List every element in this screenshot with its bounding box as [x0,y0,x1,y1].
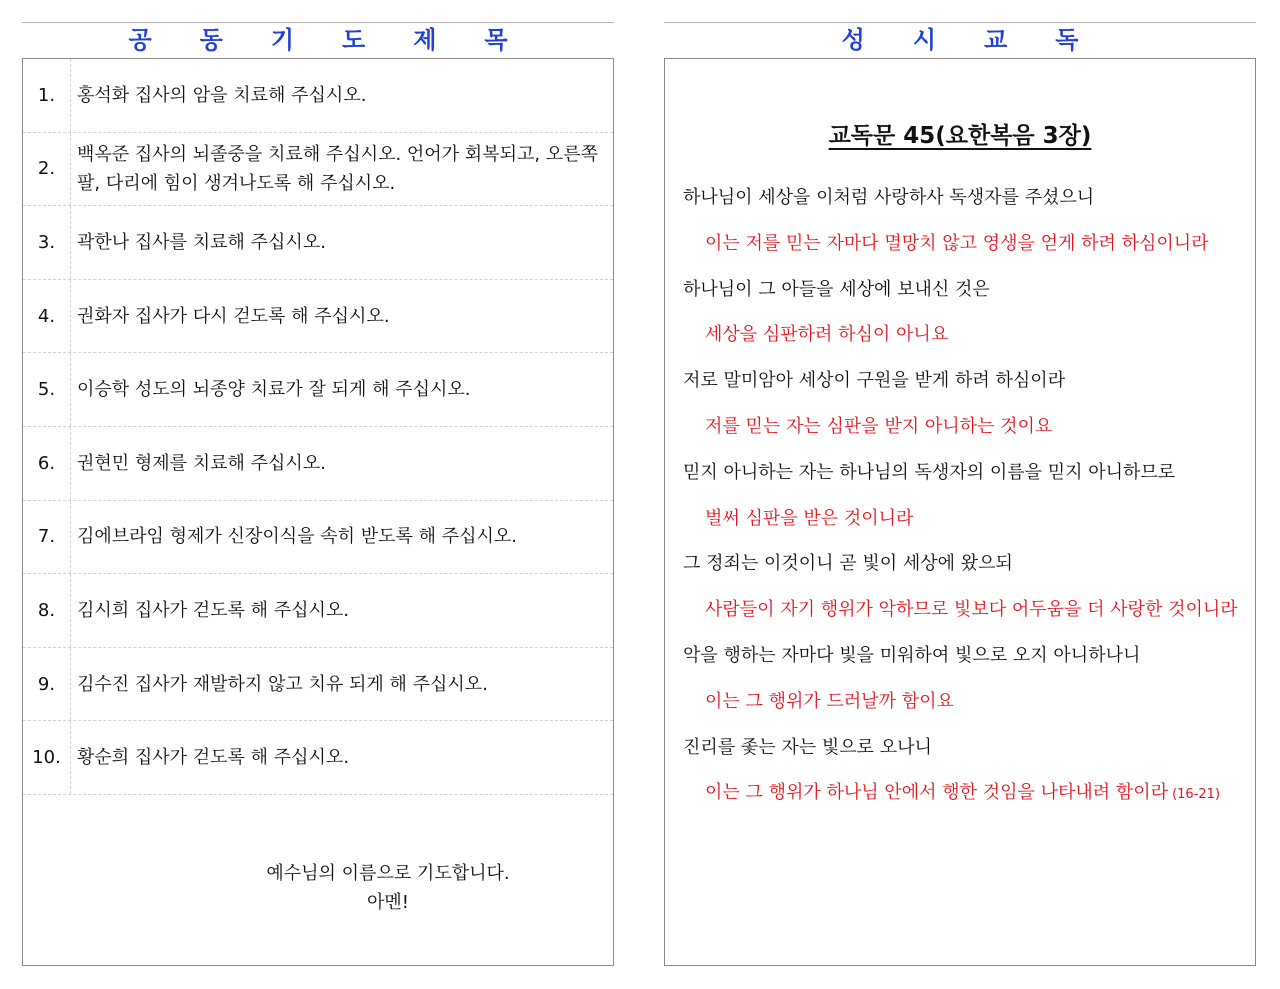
heading-char: 목 [484,26,508,54]
reading-box [664,58,1256,966]
people-verse: 이는 저를 믿는 자마다 멸망치 않고 영생을 얻게 하려 하심이니라 [705,232,1209,254]
verse-list [683,175,1247,818]
amen-line: 아멘! [367,892,409,913]
prayer-item-number: 4. [23,280,71,353]
prayer-item-text: 권현민 형제를 치료해 주십시오. [77,452,326,474]
prayer-item [23,648,613,722]
top-rule [22,22,614,23]
prayer-item-text: 홍석화 집사의 암을 치료해 주십시오. [77,84,367,106]
leader-verse: 악을 행하는 자마다 빛을 미워하여 빛으로 오지 아니하나니 [683,644,1141,666]
heading-char: 공 [128,26,152,54]
prayer-item [23,133,613,207]
prayer-item [23,574,613,648]
top-rule [664,22,1256,23]
heading-char: 도 [342,26,366,54]
leader-verse: 하나님이 그 아들을 세상에 보내신 것은 [683,278,990,300]
heading-char: 기 [270,26,294,54]
prayer-item-number: 5. [23,353,71,426]
leader-verse: 그 정죄는 이것이니 곧 빛이 세상에 왔으되 [683,553,1013,575]
prayer-item-text: 백옥준 집사의 뇌졸중을 치료해 주십시오. 언어가 회복되고, 오른쪽 팔, 다리에 힘이 생겨나도록 해 주십시오. [77,143,598,194]
prayer-item-number: 8. [23,574,71,647]
heading-char: 교 [984,26,1008,54]
prayer-closing [223,859,553,917]
prayer-item-number: 1. [23,59,71,132]
prayer-item [23,721,613,795]
people-verse-final [683,770,1247,818]
prayer-item [23,206,613,280]
prayer-item-number: 6. [23,427,71,500]
heading-char: 독 [1055,26,1079,54]
prayer-item-text: 김시희 집사가 걷도록 해 주십시오. [77,599,350,621]
leader-verse: 하나님이 세상을 이처럼 사랑하사 독생자를 주셨으니 [683,187,1095,208]
prayer-item [23,280,613,354]
people-verse-text: 이는 그 행위가 하나님 안에서 행한 것임을 나타내려 함이라 [705,782,1169,804]
prayer-item-text: 이승학 성도의 뇌종양 치료가 잘 되게 해 주십시오. [77,379,471,401]
heading-char: 시 [912,26,936,54]
prayer-list [23,59,613,795]
prayer-item-text: 권화자 집사가 다시 걷도록 해 주십시오. [77,305,390,327]
prayer-item [23,427,613,501]
closing-line: 예수님의 이름으로 기도합니다. [266,863,510,884]
prayer-item-number: 3. [23,206,71,279]
prayer-item-number: 10. [23,721,71,794]
people-verse: 이는 그 행위가 드러날까 함이요 [705,690,954,712]
prayer-item-text: 김에브라임 형제가 신장이식을 속히 받도록 해 주십시오. [77,526,517,548]
leader-verse: 믿지 아니하는 자는 하나님의 독생자의 이름을 믿지 아니하므로 [683,461,1176,483]
reading-title: 교독문 45(요한복음 3장) [828,123,1092,149]
prayer-heading [22,24,614,56]
prayer-item-text: 곽한나 집사를 치료해 주십시오. [77,231,326,253]
leader-verse: 진리를 좇는 자는 빛으로 오나니 [683,736,932,758]
reading-heading [664,24,1256,56]
heading-char: 동 [199,26,223,54]
prayer-item-number: 9. [23,648,71,721]
leader-verse: 저로 말미암아 세상이 구원을 받게 하려 하심이라 [683,370,1066,392]
scripture-reference: (16-21) [1172,787,1221,803]
people-verse: 벌써 심판을 받은 것이니라 [705,507,914,529]
heading-char: 성 [841,26,865,54]
prayer-item [23,59,613,133]
prayer-item-number: 2. [23,133,71,206]
prayer-item-text: 황순희 집사가 걷도록 해 주십시오. [77,747,350,769]
prayer-item [23,353,613,427]
people-verse: 사람들이 자기 행위가 악하므로 빛보다 어두움을 더 사랑한 것이니라 [705,599,1238,621]
people-verse: 세상을 심판하려 하심이 아니요 [705,324,949,346]
prayer-item-number: 7. [23,501,71,574]
people-verse: 저를 믿는 자는 심판을 받지 아니하는 것이요 [705,415,1053,437]
heading-char: 제 [413,26,437,54]
prayer-box [22,58,614,966]
prayer-item-text: 김수진 집사가 재발하지 않고 치유 되게 해 주십시오. [77,673,488,695]
prayer-item [23,501,613,575]
